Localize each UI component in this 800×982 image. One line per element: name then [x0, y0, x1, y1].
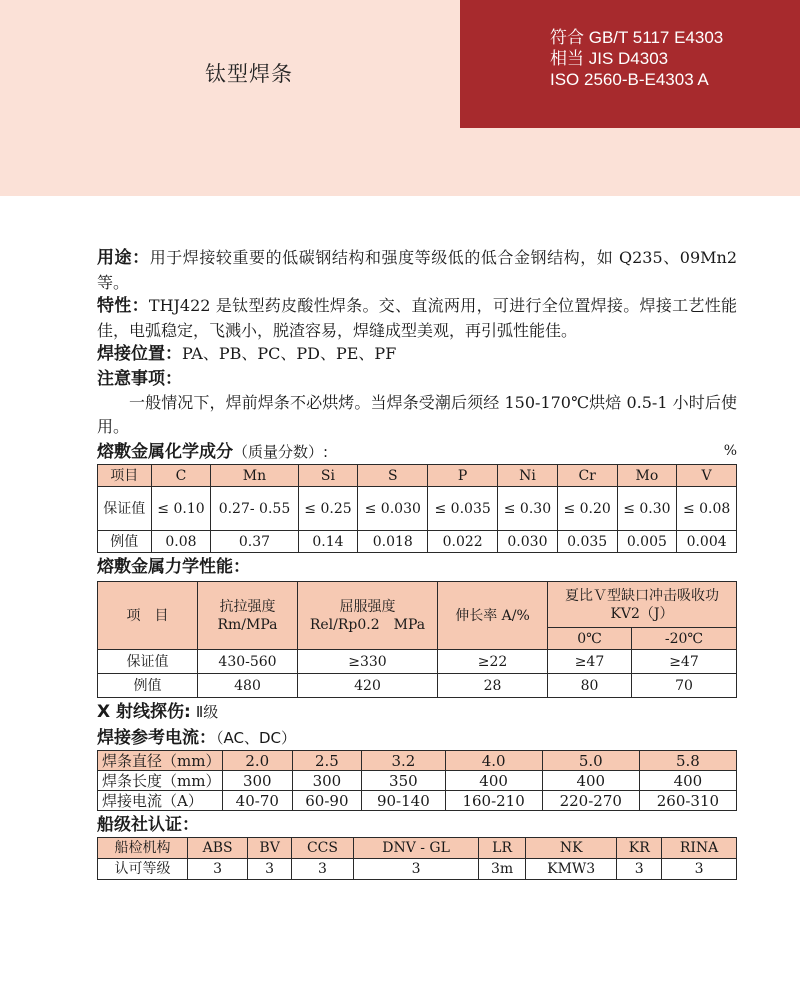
table-row	[98, 465, 737, 487]
spec-content	[97, 246, 737, 880]
chem-table	[97, 464, 737, 553]
table-cell: ≤ 0.10	[151, 487, 211, 531]
ship-heading	[97, 813, 737, 837]
table-cell: 0℃	[548, 628, 632, 650]
usage-label: 用途：	[97, 248, 150, 268]
table-cell: 项目	[98, 465, 152, 487]
product-title: 钛型焊条	[205, 62, 293, 86]
table-cell: KR	[617, 838, 662, 859]
chem-title: 熔敷金属化学成分	[97, 442, 233, 462]
table-cell: S	[358, 465, 428, 487]
notes-label: 注意事项：	[97, 368, 182, 389]
table-row	[98, 582, 737, 628]
table-cell: 0.018	[358, 531, 428, 553]
table-cell: 5.8	[639, 751, 736, 771]
features-label: 特性：	[97, 296, 149, 316]
header-banner	[0, 0, 800, 196]
chem-unit: %	[723, 443, 737, 459]
table-cell: V	[677, 465, 737, 487]
current-subtitle: （AC、DC）	[216, 729, 296, 747]
xray-heading	[97, 700, 737, 724]
table-cell: 260-310	[639, 791, 736, 811]
table-cell: Si	[298, 465, 358, 487]
table-row	[98, 838, 737, 859]
table-cell: 90-140	[362, 791, 445, 811]
table-cell: C	[151, 465, 211, 487]
chem-subtitle: （质量分数）:	[233, 443, 329, 461]
table-cell: 0.035	[557, 531, 617, 553]
table-cell: 0.004	[677, 531, 737, 553]
table-cell: 60-90	[292, 791, 362, 811]
table-cell: 焊条直径（mm）	[98, 751, 223, 771]
table-cell: 400	[639, 771, 736, 791]
table-cell: 0.005	[617, 531, 677, 553]
table-cell: 350	[362, 771, 445, 791]
yield-label: 屈服强度	[339, 598, 396, 615]
table-row	[98, 771, 737, 791]
mech-title: 熔敷金属力学性能：	[97, 557, 250, 577]
positions-paragraph	[97, 342, 737, 367]
table-cell: 2.5	[292, 751, 362, 771]
table-cell: NK	[525, 838, 616, 859]
table-cell: ≥22	[438, 650, 548, 674]
table-cell: 480	[198, 674, 298, 698]
table-cell: 430-560	[198, 650, 298, 674]
table-row	[98, 859, 737, 880]
table-cell: 3	[291, 859, 353, 880]
table-cell: ≥47	[548, 650, 632, 674]
table-cell: ≤ 0.08	[677, 487, 737, 531]
table-cell: Cr	[557, 465, 617, 487]
table-cell: 焊接电流（A）	[98, 791, 223, 811]
table-cell: 焊条长度（mm）	[98, 771, 223, 791]
notes-text: 一般情况下，焊前焊条不必烘烤。当焊条受潮后须经 150-170℃烘焙 0.5-1 小时后使用。	[97, 393, 737, 436]
ship-table	[97, 837, 737, 880]
table-cell: 40-70	[223, 791, 293, 811]
table-cell: 2.0	[223, 751, 293, 771]
table-cell: 3	[617, 859, 662, 880]
table-cell: LR	[479, 838, 526, 859]
table-cell: 300	[292, 771, 362, 791]
notes-heading	[97, 367, 737, 392]
table-cell: 夏比Ｖ型缺口冲击吸收功 KV2（J）	[548, 582, 737, 628]
table-cell: 保证值	[98, 487, 152, 531]
usage-text: 用于焊接较重要的低碳钢结构和强度等级低的低合金钢结构，如 Q235、09Mn2 等。	[97, 248, 737, 292]
table-cell: 3	[662, 859, 737, 880]
table-cell: ≤ 0.30	[617, 487, 677, 531]
table-cell: 3.2	[362, 751, 445, 771]
current-title: 焊接参考电流：	[97, 728, 216, 748]
table-cell: 船检机构	[98, 838, 188, 859]
table-row	[98, 791, 737, 811]
table-cell: ABS	[188, 838, 248, 859]
positions-text: PA、PB、PC、PD、PE、PF	[182, 344, 397, 363]
table-cell: 3	[248, 859, 292, 880]
table-cell: 28	[438, 674, 548, 698]
table-cell: 0.030	[498, 531, 558, 553]
table-cell: 4.0	[445, 751, 542, 771]
standards-box	[460, 0, 800, 128]
table-cell: 420	[298, 674, 438, 698]
table-cell: 例值	[98, 531, 152, 553]
table-cell: ≤ 0.30	[498, 487, 558, 531]
features-text: THJ422 是钛型药皮酸性焊条。交、直流两用，可进行全位置焊接。焊接工艺性能佳，电弧稳定，飞溅小，脱渣容易，焊缝成型美观，再引弧性能佳。	[97, 296, 737, 340]
table-cell: 保证值	[98, 650, 198, 674]
table-row	[98, 674, 737, 698]
table-cell: Mn	[211, 465, 298, 487]
current-table	[97, 750, 737, 811]
usage-paragraph	[97, 246, 737, 294]
table-cell	[298, 582, 438, 650]
table-cell: 认可等级	[98, 859, 188, 880]
table-cell: Mo	[617, 465, 677, 487]
table-cell: 400	[445, 771, 542, 791]
tensile-unit: Rm/MPa	[217, 616, 278, 633]
table-cell: 0.27- 0.55	[211, 487, 298, 531]
table-cell: ≤ 0.20	[557, 487, 617, 531]
table-row	[98, 751, 737, 771]
table-cell: 0.14	[298, 531, 358, 553]
table-cell: 3	[188, 859, 248, 880]
mech-heading	[97, 555, 737, 579]
table-cell: BV	[248, 838, 292, 859]
features-paragraph	[97, 294, 737, 342]
table-cell	[198, 582, 298, 650]
table-cell: Ni	[498, 465, 558, 487]
table-cell: ≤ 0.035	[428, 487, 498, 531]
table-cell: RINA	[662, 838, 737, 859]
standard-iso: ISO 2560-B-E4303 A	[550, 70, 709, 89]
table-cell: 3	[353, 859, 478, 880]
table-cell: DNV - GL	[353, 838, 478, 859]
table-cell: 400	[542, 771, 639, 791]
table-cell: 220-270	[542, 791, 639, 811]
table-cell: ≥330	[298, 650, 438, 674]
tensile-label: 抗拉强度	[219, 598, 276, 615]
table-cell: 160-210	[445, 791, 542, 811]
table-cell: 项 目	[98, 582, 198, 650]
table-cell: CCS	[291, 838, 353, 859]
xray-label: X 射线探伤:	[97, 702, 191, 722]
table-row	[98, 650, 737, 674]
standard-jis: 相当 JIS D4303	[550, 49, 669, 68]
table-cell: 例值	[98, 674, 198, 698]
table-cell: 3m	[479, 859, 526, 880]
table-cell: 5.0	[542, 751, 639, 771]
table-cell: 0.37	[211, 531, 298, 553]
current-heading	[97, 726, 737, 750]
table-cell: -20℃	[631, 628, 736, 650]
table-cell: P	[428, 465, 498, 487]
table-cell: 80	[548, 674, 632, 698]
table-cell: KMW3	[525, 859, 616, 880]
table-row	[98, 487, 737, 531]
xray-value: Ⅱ级	[195, 703, 219, 721]
table-cell: 0.08	[151, 531, 211, 553]
table-cell: 70	[631, 674, 736, 698]
ship-title: 船级社认证：	[97, 815, 199, 835]
standard-gb: 符合 GB/T 5117 E4303	[550, 28, 724, 47]
table-row	[98, 531, 737, 553]
chem-heading	[97, 440, 737, 464]
table-cell: ≥47	[631, 650, 736, 674]
positions-label: 焊接位置：	[97, 344, 182, 364]
mech-table	[97, 581, 737, 698]
table-cell: 0.022	[428, 531, 498, 553]
table-cell: 伸长率 A/%	[438, 582, 548, 650]
table-cell: 300	[223, 771, 293, 791]
yield-unit: Rel/Rp0.2 MPa	[309, 616, 426, 633]
table-cell: ≤ 0.25	[298, 487, 358, 531]
table-cell: ≤ 0.030	[358, 487, 428, 531]
